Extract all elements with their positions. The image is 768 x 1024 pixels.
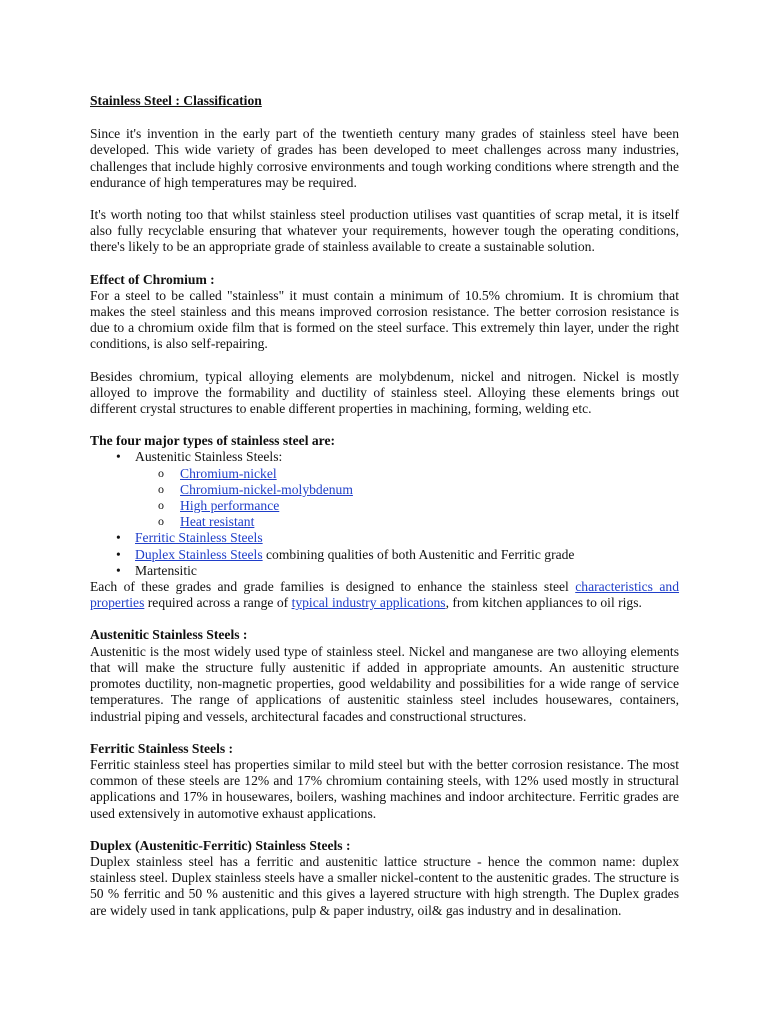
- types-summary: [90, 579, 679, 611]
- duplex-description: combining qualities of both Austenitic and Ferritic grade: [262, 546, 575, 562]
- list-item-austenitic: [90, 449, 679, 530]
- summary-text-1: Each of these grades and grade families is designed to enhance the stainless steel: [90, 579, 576, 595]
- chromium-paragraph-1: For a steel to be called "stainless" it must contain a minimum of 10.5% chromium. It is chromium that makes the steel stainless and this means improved corrosion resistance. The better corrosion resistance is due to a chromium oxide film that is formed on the steel surface. This extremely thin layer, under the right conditions, is also self-repairing.: [90, 287, 679, 352]
- ferritic-heading: Ferritic Stainless Steels :: [90, 740, 234, 756]
- austenitic-label: Austenitic Stainless Steels:: [135, 449, 283, 465]
- link-chromium-nickel[interactable]: Chromium-nickel: [180, 465, 277, 481]
- ferritic-paragraph: Ferritic stainless steel has properties similar to mild steel but with the better corrosion resistance. The most common of these steels are 12% and 17% chromium containing steels, with 12% used mostly in structural applications and 17% in housewares, boilers, washing machines and indoor architecture. Ferritic grades are used extensively in automotive exhaust applications.: [90, 756, 679, 821]
- duplex-paragraph: Duplex stainless steel has a ferritic and austenitic lattice structure - hence the common name: duplex stainless steel. Duplex stainless steels have a smaller nickel-content to the austenitic grades. The structure is 50 % ferritic and 50 % austenitic and this gives a layered structure with high strength. The Duplex grades are widely used in tank applications, pulp & paper industry, oil& gas industry and in desalination.: [90, 853, 679, 918]
- types-list: [90, 449, 679, 579]
- link-ferritic-stainless-steels[interactable]: Ferritic Stainless Steels: [135, 530, 263, 546]
- chromium-paragraph-2: Besides chromium, typical alloying elements are molybdenum, nickel and nitrogen. Nickel is mostly alloyed to improve the formability and ductility of stainless steel. Alloying these elements brings out different crystal structures to enable different properties in machining, forming, welding etc.: [90, 368, 679, 417]
- list-item-ferritic: [90, 530, 679, 546]
- link-chromium-nickel-molybdenum[interactable]: Chromium-nickel-molybdenum: [180, 481, 353, 497]
- link-typical-industry-applications[interactable]: typical industry applications: [291, 595, 446, 611]
- list-item: [135, 482, 679, 498]
- list-item: [135, 466, 679, 482]
- link-characteristics-and-properties[interactable]: characteristics and properties: [90, 579, 680, 611]
- duplex-heading: Duplex (Austenitic-Ferritic) Stainless Steels :: [90, 837, 351, 853]
- page-title: Stainless Steel : Classification: [90, 93, 262, 108]
- intro-paragraph-1: Since it's invention in the early part of the twentieth century many grades of stainless steel have been developed. This wide variety of grades has been developed to meet challenges across many industries, challenges that include highly corrosive environments and tough working conditions where strength and the endurance of high temperatures may be required.: [90, 126, 679, 190]
- austenitic-paragraph: Austenitic is the most widely used type of stainless steel. Nickel and manganese are two alloying elements that will make the structure fully austenitic if added in appropriate amounts. An austenitic structure promotes ductility, non-magnetic properties, good weldability and possibilities for a wide range of service temperatures. The range of applications of austenitic stainless steel includes housewares, containers, industrial piping and vessels, architectural facades and constructional structures.: [90, 643, 679, 724]
- list-item: [135, 498, 679, 514]
- link-duplex-stainless-steels[interactable]: Duplex Stainless Steels: [135, 546, 263, 562]
- types-heading: The four major types of stainless steel are:: [90, 433, 336, 449]
- list-item-duplex: [90, 547, 679, 563]
- intro-paragraph-2: It's worth noting too that whilst stainless steel production utilises vast quantities of scrap metal, it is itself also fully recyclable ensuring that whatever your requirements, however tough the operating conditions, there's likely to be an appropriate grade of stainless available to create a sustainable solution.: [90, 207, 679, 255]
- list-item: [135, 514, 679, 530]
- summary-text-3: , from kitchen appliances to oil rigs.: [445, 595, 642, 611]
- austenitic-sublist: [135, 466, 679, 531]
- list-item-martensitic: [90, 563, 679, 579]
- summary-text-2: required across a range of: [144, 595, 292, 611]
- martensitic-label: Martensitic: [135, 562, 197, 578]
- link-high-performance[interactable]: High performance: [180, 498, 280, 514]
- link-heat-resistant[interactable]: Heat resistant: [180, 514, 255, 530]
- chromium-heading: Effect of Chromium :: [90, 271, 215, 287]
- austenitic-heading: Austenitic Stainless Steels :: [90, 627, 248, 643]
- document-body: [90, 93, 679, 919]
